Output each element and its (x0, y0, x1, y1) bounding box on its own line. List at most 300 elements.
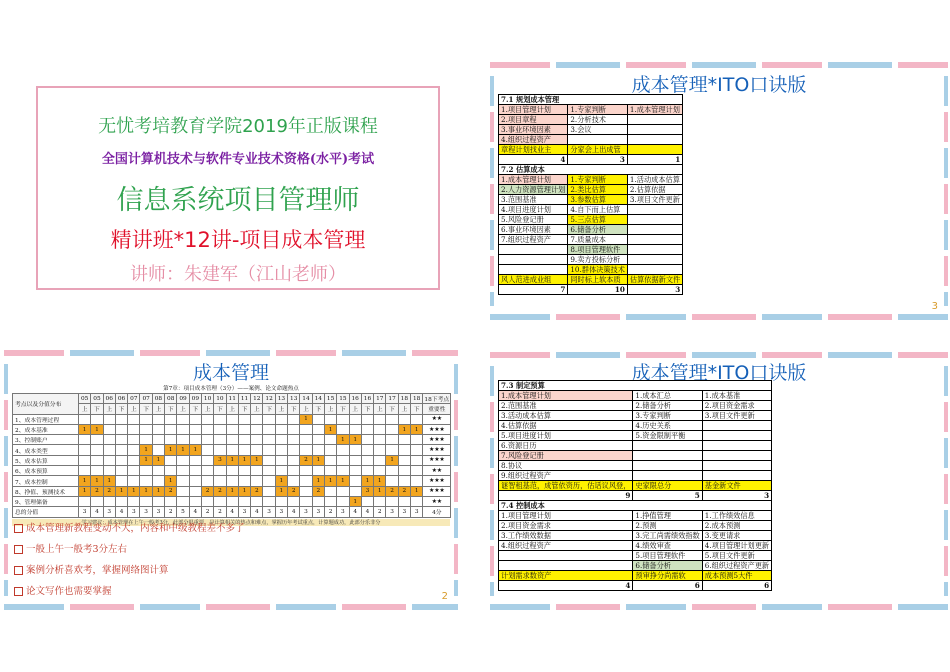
slide-border-right (944, 76, 948, 306)
score-cell (128, 445, 140, 455)
score-cell (115, 435, 127, 445)
score-cell (201, 466, 213, 476)
page-number: 3 (931, 301, 938, 312)
row-label: 7、成本控制 (13, 476, 79, 486)
score-cell (103, 424, 115, 434)
year-header: 07 (128, 394, 140, 404)
table-cell-empty (702, 471, 771, 481)
score-distribution (12, 384, 450, 526)
score-cell (128, 424, 140, 434)
grid-caption: 第7章：项目成本管理（3分）——案例、论文命题热点 (163, 386, 299, 392)
slide-title: 成本管理*ITO口诀版 (631, 74, 807, 96)
table-cell: 5.项目文件更新 (702, 551, 771, 561)
table-cell: 2.预测 (633, 521, 702, 531)
score-cell (140, 466, 152, 476)
score-cell (263, 496, 275, 506)
score-cell: 1 (349, 496, 361, 506)
table-cell: 预审挣分尚需软 (633, 571, 702, 581)
table-row (13, 445, 451, 455)
score-cell (324, 496, 336, 506)
score-cell (251, 496, 263, 506)
table-cell: 1.项目管理计划 (499, 105, 568, 115)
score-cell (91, 496, 103, 506)
total-cell: 3 (386, 507, 398, 517)
score-cell (275, 414, 287, 424)
table-row (499, 521, 772, 531)
score-cell (214, 496, 226, 506)
score-cell: 1 (189, 445, 201, 455)
table-cell-empty (702, 461, 771, 471)
half-header: 上 (103, 404, 115, 414)
slide-title: 成本管理 (192, 362, 269, 384)
table-cell: 2.项目资金需求 (499, 521, 633, 531)
score-cell (374, 435, 386, 445)
total-cell: 3 (263, 507, 275, 517)
score-cell: 2 (91, 486, 103, 496)
table-cell: 1.成本管理计划 (499, 391, 633, 401)
score-cell (115, 496, 127, 506)
score-cell (386, 445, 398, 455)
score-cell (386, 466, 398, 476)
score-cell (103, 496, 115, 506)
half-header: 下 (214, 404, 226, 414)
slide-border-bottom (490, 604, 948, 610)
table-cell: 3.范围基准 (499, 195, 568, 205)
table-cell: 4.组织过程资产 (499, 541, 633, 551)
column-header: 考点以及分值分布 (13, 394, 79, 415)
total-cell: 4 (361, 507, 373, 517)
table-cell-empty (627, 255, 682, 265)
total-label: 总的分值 (13, 507, 79, 517)
score-cell (251, 435, 263, 445)
score-cell (238, 476, 250, 486)
score-cell (201, 424, 213, 434)
score-cell (398, 496, 410, 506)
half-header: 下 (91, 404, 103, 414)
total-cell: 4 (189, 507, 201, 517)
score-cell (189, 455, 201, 465)
checkbox-icon (14, 566, 23, 575)
table-cell: 3.工作绩效数据 (499, 531, 633, 541)
table-cell: 1.工作绩效信息 (702, 511, 771, 521)
row-label: 8、挣值、预测技术 (13, 486, 79, 496)
table-cell: 4.项目进度计划 (499, 205, 568, 215)
score-cell (337, 414, 349, 424)
score-cell (189, 476, 201, 486)
score-cell (337, 445, 349, 455)
score-cell (214, 466, 226, 476)
half-header: 上 (300, 404, 312, 414)
half-header: 下 (263, 404, 275, 414)
score-cell (288, 414, 300, 424)
score-cell (165, 466, 177, 476)
table-row (499, 411, 772, 421)
score-cell (165, 455, 177, 465)
score-cell (288, 466, 300, 476)
score-cell (91, 455, 103, 465)
total-cell: 4 (251, 507, 263, 517)
score-cell (312, 414, 324, 424)
score-cell (103, 455, 115, 465)
table-cell: 5.风险登记册 (499, 215, 568, 225)
table-cell: 2.项目章程 (499, 115, 568, 125)
table-row (499, 461, 772, 471)
score-cell (115, 455, 127, 465)
score-cell (263, 455, 275, 465)
score-cell (152, 435, 164, 445)
score-cell (275, 466, 287, 476)
score-cell (263, 424, 275, 434)
count-row (499, 285, 683, 295)
slide-border-bottom (490, 314, 948, 320)
table-cell: 1.活动成本估算 (627, 175, 682, 185)
table-cell-empty (702, 451, 771, 461)
score-cell: 1 (140, 445, 152, 455)
score-cell (214, 445, 226, 455)
table-cell: 2.类比估算 (568, 185, 628, 195)
score-cell (152, 414, 164, 424)
table-cell: 10.群体决策技术 (568, 265, 628, 275)
table-cell-empty (499, 265, 568, 275)
year-header: 11 (226, 394, 238, 404)
table-cell: 4.项目管理计划更新 (702, 541, 771, 551)
score-cell (275, 445, 287, 455)
score-cell: 2 (312, 486, 324, 496)
total-cell: 3 (140, 507, 152, 517)
table-cell-empty (627, 145, 682, 155)
table-cell: 6.储备分析 (633, 561, 702, 571)
table-cell: 6.储备分析 (568, 225, 628, 235)
year-header: 16 (361, 394, 373, 404)
table-cell: 7.组织过程资产 (499, 235, 568, 245)
score-cell (91, 414, 103, 424)
table-cell: 1.成本管理计划 (499, 175, 568, 185)
total-last: 4分 (423, 507, 451, 517)
total-cell: 3 (238, 507, 250, 517)
slide-border-right (454, 364, 458, 596)
table-row (499, 195, 683, 205)
score-cell (79, 466, 91, 476)
slide-itto-1[interactable] (490, 62, 948, 320)
score-cell (263, 476, 275, 486)
table-cell-empty (633, 471, 702, 481)
exam-line: 全国计算机技术与软件专业技术资格(水平)考试 (101, 152, 375, 167)
score-cell (226, 466, 238, 476)
slide-border-bottom (4, 604, 458, 610)
score-cell (189, 435, 201, 445)
year-header: 09 (177, 394, 189, 404)
score-cell (398, 455, 410, 465)
score-cell (411, 435, 423, 445)
score-cell (189, 424, 201, 434)
table-cell: 风人范进成业组 (499, 275, 568, 285)
table-cell: 谜智租基范，成管依资历，估话议风登， (499, 481, 633, 491)
score-cell: 1 (165, 445, 177, 455)
total-cell: 3 (103, 507, 115, 517)
score-cell: 1 (128, 486, 140, 496)
total-cell: 3 (398, 507, 410, 517)
score-cell (300, 476, 312, 486)
table-cell: 2.储备分析 (633, 401, 702, 411)
table-row (499, 265, 683, 275)
half-header: 上 (324, 404, 336, 414)
score-cell (251, 476, 263, 486)
score-cell: 1 (91, 476, 103, 486)
table-row (499, 225, 683, 235)
total-cell: 2 (214, 507, 226, 517)
half-header: 上 (275, 404, 287, 414)
table-cell-empty (627, 125, 682, 135)
score-cell (263, 466, 275, 476)
score-cell: 2 (201, 486, 213, 496)
score-cell (324, 486, 336, 496)
score-cell (300, 496, 312, 506)
table-row (499, 541, 772, 551)
score-cell (324, 414, 336, 424)
score-cell (398, 476, 410, 486)
table-cell-empty (627, 235, 682, 245)
year-header: 18 (411, 394, 423, 404)
score-cell (226, 496, 238, 506)
slide-border-right (944, 366, 948, 596)
score-cell (128, 496, 140, 506)
total-cell: 3 (152, 507, 164, 517)
score-cell: 1 (103, 476, 115, 486)
score-cell (103, 414, 115, 424)
importance-header-2: 重要性 (423, 404, 451, 414)
row-label: 6、成本预算 (13, 466, 79, 476)
table-cell: 9.卖方投标分析 (568, 255, 628, 265)
half-header: 上 (128, 404, 140, 414)
table-cell: 5.三点估算 (568, 215, 628, 225)
score-cell (349, 476, 361, 486)
row-label: 1、成本管理过程 (13, 414, 79, 424)
score-cell (337, 496, 349, 506)
table-cell-empty (627, 135, 682, 145)
score-cell: 1 (79, 486, 91, 496)
table-cell: 基金新文件 (702, 481, 771, 491)
score-cell (177, 486, 189, 496)
table-cell: 4.组织过程资产 (499, 135, 568, 145)
score-cell (275, 455, 287, 465)
score-cell (140, 414, 152, 424)
mnemonic-row (499, 275, 683, 285)
half-header: 下 (312, 404, 324, 414)
score-cell (251, 424, 263, 434)
score-cell (177, 424, 189, 434)
half-header: 下 (361, 404, 373, 414)
table-cell: 4 (499, 155, 568, 165)
table-cell: 3.事业环境因素 (499, 125, 568, 135)
score-cell (288, 455, 300, 465)
score-cell: 1 (324, 424, 336, 434)
score-cell (238, 466, 250, 476)
score-cell (201, 445, 213, 455)
score-cell: 1 (337, 476, 349, 486)
slide-border-left (490, 76, 494, 306)
half-header: 下 (140, 404, 152, 414)
total-cell: 3 (79, 507, 91, 517)
score-cell (288, 445, 300, 455)
score-cell: 1 (251, 455, 263, 465)
score-cell (263, 435, 275, 445)
section-header-row (499, 165, 683, 175)
score-cell (152, 445, 164, 455)
score-cell: 2 (214, 486, 226, 496)
importance-stars: ★★★ (423, 455, 451, 465)
score-cell (238, 424, 250, 434)
section-header: 7.3 制定预算 (499, 381, 772, 391)
half-header: 下 (189, 404, 201, 414)
score-cell (349, 414, 361, 424)
table-cell: 2.人力资源管理计划 (499, 185, 568, 195)
table-cell: 史家限总分 (633, 481, 702, 491)
score-cell: 2 (300, 455, 312, 465)
score-cell (226, 445, 238, 455)
score-cell (201, 496, 213, 506)
importance-stars: ★★ (423, 496, 451, 506)
table-row (499, 105, 683, 115)
half-header: 上 (398, 404, 410, 414)
table-row (499, 235, 683, 245)
table-cell: 计划需求数资产 (499, 571, 633, 581)
table-row (499, 421, 772, 431)
section-header: 7.4 控制成本 (499, 501, 772, 511)
table-cell-empty (627, 205, 682, 215)
score-cell: 1 (79, 424, 91, 434)
score-cell: 1 (115, 486, 127, 496)
table-cell: 1.项目管理计划 (499, 511, 633, 521)
score-cell (128, 476, 140, 486)
table-row (499, 551, 772, 561)
score-cell (349, 486, 361, 496)
year-header: 17 (374, 394, 386, 404)
table-cell: 3 (627, 285, 682, 295)
score-cell (324, 435, 336, 445)
table-cell: 2.估算依据 (627, 185, 682, 195)
total-cell: 5 (177, 507, 189, 517)
slide-title: 成本管理*ITO口诀版 (631, 362, 807, 384)
score-cell (140, 435, 152, 445)
score-cell (337, 424, 349, 434)
score-cell (411, 476, 423, 486)
table-cell: 3 (702, 491, 771, 501)
year-header: 17 (386, 394, 398, 404)
half-header: 上 (226, 404, 238, 414)
score-cell (386, 435, 398, 445)
section-header-row (499, 95, 683, 105)
score-cell (337, 466, 349, 476)
study-note: 学习建议：成本管理在上午一般考3分，此部分很重要，是计算相关的热点和难点，掌握历年考试重点，计算题成功，此部分乐非分 (12, 519, 450, 526)
score-cell: 1 (411, 486, 423, 496)
table-cell: 4 (499, 581, 633, 591)
slide-border-left (4, 364, 8, 596)
year-header: 18 (398, 394, 410, 404)
slide-itto-2[interactable] (490, 352, 948, 610)
table-cell: 4.估算依据 (499, 421, 633, 431)
year-header: 13 (288, 394, 300, 404)
score-cell (152, 476, 164, 486)
table-cell: 3.活动成本估算 (499, 411, 633, 421)
slide-cost-management[interactable] (4, 350, 458, 610)
table-cell: 5.项目管理软件 (633, 551, 702, 561)
mnemonic-row (499, 571, 772, 581)
score-cell (226, 435, 238, 445)
score-cell: 1 (361, 476, 373, 486)
importance-stars: ★★ (423, 414, 451, 424)
score-cell (238, 435, 250, 445)
total-cell: 4 (91, 507, 103, 517)
score-cell: 1 (312, 476, 324, 486)
score-cell (374, 424, 386, 434)
row-label: 3、控制账户 (13, 435, 79, 445)
total-cell: 3 (312, 507, 324, 517)
table-cell: 成本预测5大件 (702, 571, 771, 581)
score-cell (140, 476, 152, 486)
score-cell (374, 414, 386, 424)
score-cell (361, 435, 373, 445)
score-cell (398, 445, 410, 455)
score-table (12, 393, 451, 518)
total-row (13, 507, 451, 517)
table-row (13, 455, 451, 465)
score-cell (177, 476, 189, 486)
table-cell-empty (702, 421, 771, 431)
score-cell (103, 435, 115, 445)
table-cell: 3.项目文件更新 (702, 411, 771, 421)
score-cell (103, 445, 115, 455)
total-cell: 3 (337, 507, 349, 517)
year-header: 06 (103, 394, 115, 404)
table-cell: 3.项目文件更新 (627, 195, 682, 205)
bullet-item: 成本管理新教程变动不大，内容和中级教程差不多了 (14, 520, 245, 534)
mnemonic-row (499, 145, 683, 155)
table-row (13, 466, 451, 476)
score-cell: 2 (165, 486, 177, 496)
table-row (499, 451, 772, 461)
score-cell: 1 (374, 476, 386, 486)
year-header: 05 (91, 394, 103, 404)
score-cell: 2 (288, 486, 300, 496)
score-cell (312, 424, 324, 434)
slide-title[interactable] (18, 72, 458, 324)
table-cell-empty (568, 135, 628, 145)
table-row (499, 135, 683, 145)
score-cell (411, 445, 423, 455)
itto-table (498, 94, 683, 295)
table-cell: 5.项目进度计划 (499, 431, 633, 441)
table-cell: 7.风险登记册 (499, 451, 633, 461)
page-number: 2 (441, 591, 448, 602)
total-cell: 2 (374, 507, 386, 517)
year-header: 10 (201, 394, 213, 404)
table-cell: 7.质量成本 (568, 235, 628, 245)
lecture-title: 精讲班*12讲-项目成本管理 (110, 228, 366, 252)
table-cell: 5.资金限制平衡 (633, 431, 702, 441)
score-cell: 1 (337, 435, 349, 445)
table-cell: 3.会议 (568, 125, 628, 135)
table-row (499, 391, 772, 401)
score-cell (189, 486, 201, 496)
score-cell: 2 (251, 486, 263, 496)
score-cell (189, 466, 201, 476)
table-row (499, 401, 772, 411)
score-cell (337, 455, 349, 465)
score-cell: 1 (152, 455, 164, 465)
score-cell: 1 (140, 455, 152, 465)
score-cell: 1 (226, 455, 238, 465)
score-cell (411, 466, 423, 476)
